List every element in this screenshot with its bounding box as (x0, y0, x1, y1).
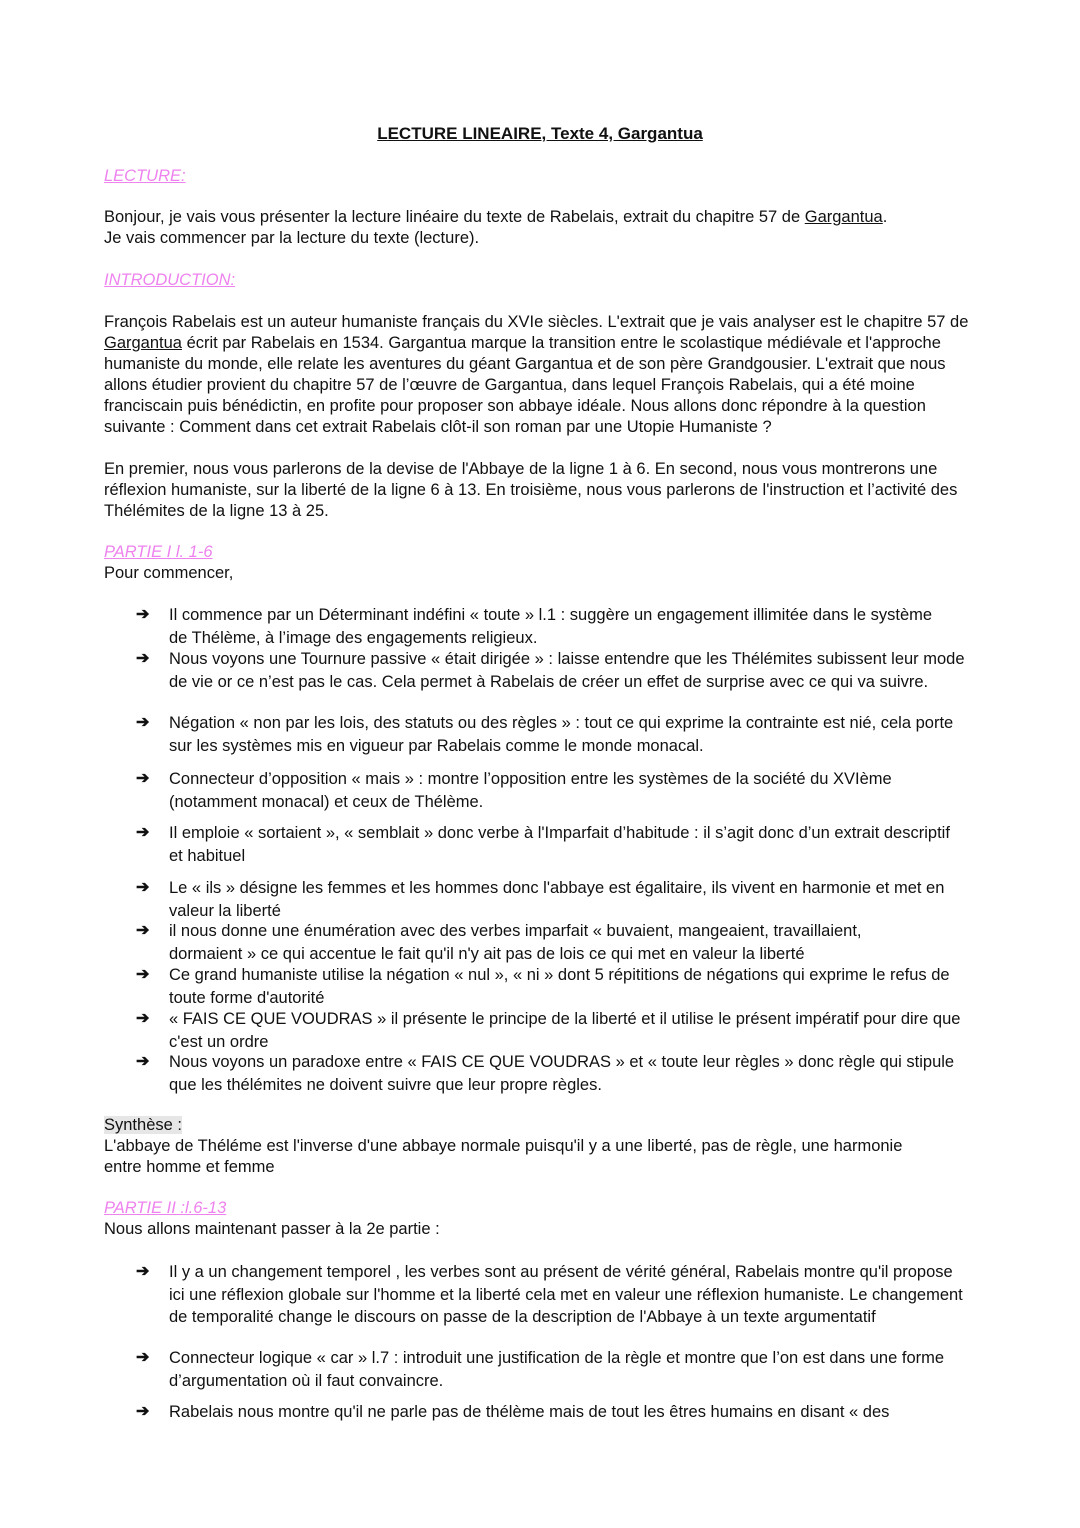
bullet-item: Il y a un changement temporel , les verbes sont au présent de vérité général, Rabelais montre qu'il propose ici une réflexion globale sur l'homme et la liberté cela met en valeur une réflexion humaniste. Le changement de temporalité change le discours on passe de la description de l'Abbaye à un texte argumentatif (169, 1263, 963, 1326)
arrow-right-icon: ➔ (136, 1263, 150, 1280)
paragraph-introduction (104, 312, 982, 438)
arrow-right-icon: ➔ (136, 606, 150, 623)
arrow-right-icon: ➔ (136, 1349, 150, 1366)
heading-partie-2: PARTIE II :l.6-13 (104, 1199, 227, 1217)
text: écrit par Rabelais en 1534. Gargantua marque la transition entre le scolastique médiévale et l'approche humaniste du monde, elle relate les aventures du géant Gargantua et de son père Grandgousier. L'extrait que nous allons étudier provient du chapitre 57 de l’œuvre de Gargantua, dans lequel François Rabelais, qui a été moine franciscain puis bénédictin, en profite pour proposer son abbaye idéale. Nous allons donc répondre à la question suivante : Comment dans cet extrait Rabelais clôt-il son roman par une Utopie Humaniste ? (104, 334, 946, 436)
work-title: Gargantua (804, 208, 883, 226)
synthese-highlight: Synthèse : (104, 1116, 182, 1134)
bullet-item: Connecteur logique « car » l.7 : introduit une justification de la règle et montre que l’on est dans une forme d’argumentation où il faut convaincre. (169, 1349, 945, 1390)
arrow-right-icon: ➔ (136, 1053, 150, 1070)
arrow-right-icon: ➔ (136, 714, 150, 731)
arrow-right-icon: ➔ (136, 922, 150, 939)
text: François Rabelais est un auteur humaniste français du XVIe siècles. L'extrait que je vais analyser est le chapitre 57 de (104, 313, 969, 331)
bullet-item: Il emploie « sortaient », « semblait » donc verbe à l'Imparfait d’habitude : il s’agit donc d’un extrait descriptif et habituel (169, 824, 950, 865)
bullet-item: il nous donne une énumération avec des verbes imparfait « buvaient, mangeaient, travaillaient, dormaient » ce qui accentue le fait qu'il n'y ait pas de lois ce qui met en valeur la liberté (169, 922, 862, 963)
synthese-label (104, 1115, 984, 1136)
bullet-item: Nous voyons une Tournure passive « était dirigée » : laisse entendre que les Thélémites subissent leur mode de vie or ce n’est pas le cas. Cela permet à Rabelais de créer un effet de surprise avec ce qui va suivre. (169, 650, 965, 691)
arrow-right-icon: ➔ (136, 966, 150, 983)
paragraph-plan: En premier, nous vous parlerons de la devise de l'Abbaye de la ligne 1 à 6. En second, nous vous montrerons une réflexion humaniste, sur la liberté de la ligne 6 à 13. En troisième, nous vous parlerons de l'instruction et l’activité des Thélémites de la ligne 13 à 25. (104, 460, 958, 520)
arrow-right-icon: ➔ (136, 1403, 150, 1420)
heading-introduction: INTRODUCTION: (104, 271, 236, 289)
heading-partie-1: PARTIE I l. 1-6 (104, 543, 213, 561)
arrow-right-icon: ➔ (136, 1010, 150, 1027)
partie-1-intro: Pour commencer, (104, 564, 234, 582)
work-title: Gargantua (104, 334, 182, 352)
heading-lecture: LECTURE: (104, 167, 186, 185)
bullet-item: Le « ils » désigne les femmes et les hommes donc l'abbaye est égalitaire, ils vivent en harmonie et met en valeur la liberté (169, 879, 945, 920)
document-title: LECTURE LINEAIRE, Texte 4, Gargantua (377, 124, 703, 143)
bullet-item: Ce grand humaniste utilise la négation « nul », « ni » dont 5 répititions de négations qui exprime le refus de toute forme d'autorité (169, 966, 950, 1007)
bullet-item: Il commence par un Déterminant indéfini « toute » l.1 : suggère un engagement illimitée dans le système de Thélème, à l’image des engagements religieux. (169, 606, 933, 647)
text: . (882, 208, 888, 226)
arrow-right-icon: ➔ (136, 879, 150, 896)
bullet-item: Négation « non par les lois, des statuts ou des règles » : tout ce qui exprime la contrainte est nié, cela porte sur les systèmes mis en vigueur par Rabelais comme le monde monacal. (169, 714, 954, 755)
text: Je vais commencer par la lecture du texte (lecture). (104, 229, 480, 247)
bullet-item: Connecteur d’opposition « mais » : montre l’opposition entre les systèmes de la société du XVIème (notamment monacal) et ceux de Thélème. (169, 770, 892, 811)
synthese-text: L'abbaye de Théléme est l'inverse d'une abbaye normale puisqu'il y a une liberté, pas de règle, une harmonie entre homme et femme (104, 1137, 903, 1176)
arrow-right-icon: ➔ (136, 824, 150, 841)
paragraph-lecture (104, 207, 984, 249)
bullet-item: « FAIS CE QUE VOUDRAS » il présente le principe de la liberté et il utilise le présent impératif pour dire que c'est un ordre (169, 1010, 961, 1051)
arrow-right-icon: ➔ (136, 650, 150, 667)
partie-2-intro: Nous allons maintenant passer à la 2e partie : (104, 1220, 440, 1238)
arrow-right-icon: ➔ (136, 770, 150, 787)
text: Bonjour, je vais vous présenter la lecture linéaire du texte de Rabelais, extrait du chapitre 57 de (104, 208, 805, 226)
bullet-item: Nous voyons un paradoxe entre « FAIS CE QUE VOUDRAS » et « toute leur règles » donc règle qui stipule que les thélémites ne doivent suivre que leur propre règles. (169, 1053, 955, 1094)
bullet-item: Rabelais nous montre qu'il ne parle pas de thélème mais de tout les êtres humains en disant « des (169, 1403, 890, 1421)
